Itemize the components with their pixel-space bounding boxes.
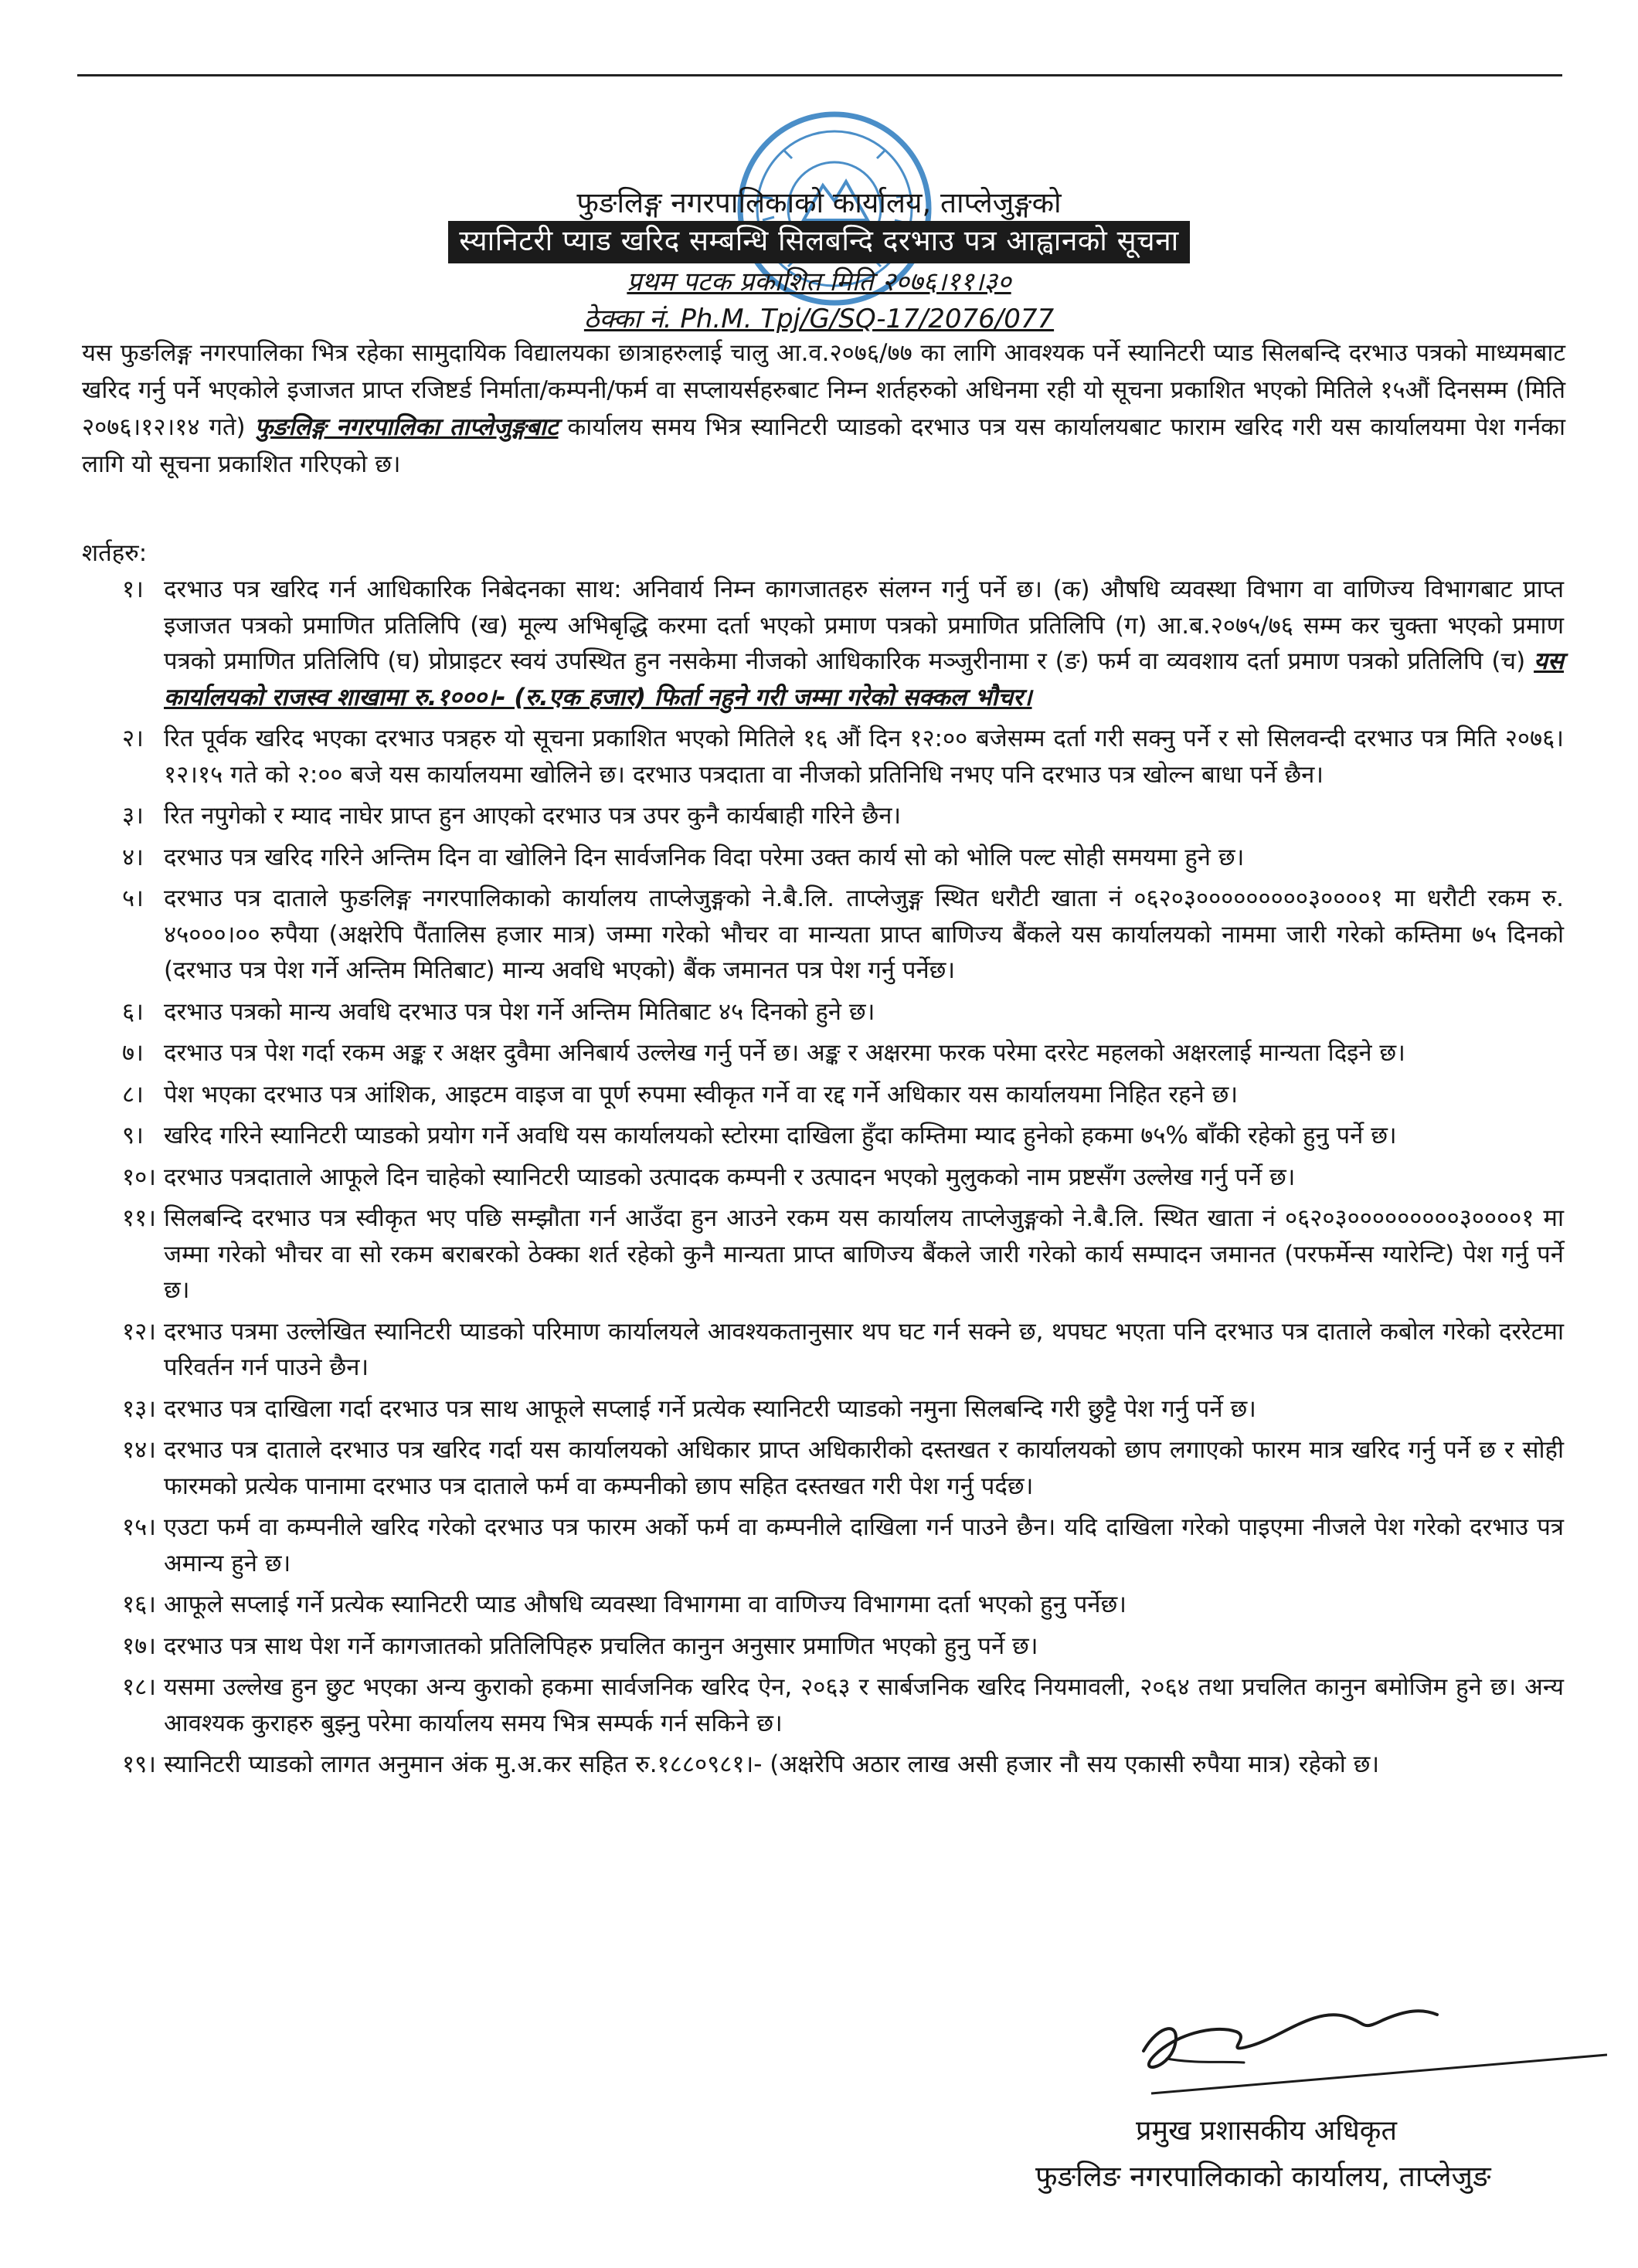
condition-text: दरभाउ पत्र दाताले दरभाउ पत्र खरिद गर्दा यस कार्यालयको अधिकार प्राप्त अधिकारीको दस्तखत र कार्यालयको छाप लगाएको फारम मात्र खरिद गर्नु पर्ने छ र सोही फारमको प्रत्येक पानामा दरभाउ पत्र दाताले फर्म वा कम्पनीको छाप सहित दस्तखत गरी पेश गर्नु पर्दछ। (164, 1436, 1564, 1500)
condition-text: दरभाउ पत्र पेश गर्दा रकम अङ्क र अक्षर दुवैमा अनिबार्य उल्लेख गर्नु पर्ने छ। अङ्क र अक्षरमा फरक परेमा दररेट महलको अक्षरलाई मान्यता दिइने छ। (164, 1039, 1405, 1067)
notice-title (0, 219, 1638, 259)
intro-text-2: कार्यालय समय भित्र स्यानिटरी प्याडको दरभाउ पत्र यस कार्यालयबाट फाराम खरिद गरी यस कार्यालयमा पेश गर्नका लागि यो सूचना प्रकाशित गरिएको छ। (82, 413, 1566, 478)
condition-number: २। (122, 725, 144, 752)
condition-number: १४। (122, 1436, 156, 1464)
condition-number: १७। (122, 1631, 156, 1660)
condition-number: ४। (122, 843, 144, 871)
condition-number: ७। (122, 1039, 144, 1067)
condition-item (77, 1509, 1564, 1581)
condition-item (77, 1628, 1564, 1665)
condition-item (77, 1159, 1564, 1196)
condition-item (77, 994, 1564, 1030)
condition-item (77, 1432, 1564, 1504)
condition-number: ११। (122, 1204, 156, 1232)
condition-number: १९। (122, 1750, 156, 1778)
condition-item (77, 721, 1564, 793)
condition-text: एउटा फर्म वा कम्पनीले खरिद गरेको दरभाउ पत्र फारम अर्को फर्म वा कम्पनीले दाखिला गर्न पाउने छैन। यदि दाखिला गरेको पाइएमा नीजले पेश गरेको दरभाउ पत्र अमान्य हुने छ। (164, 1513, 1564, 1577)
signatory-title: प्रमुख प्रशासकीय अधिकृत (1136, 2115, 1397, 2147)
intro-paragraph (82, 334, 1565, 483)
condition-item (77, 1314, 1564, 1386)
condition-text: दरभाउ पत्र दाताले फुङलिङ्ग नगरपालिकाको कार्यालय ताप्लेजुङ्गको ने.बै.लि. ताप्लेजुङ्ग स्थित धरौटी खाता नं ०६२०३०००००००००३००००१ मा धरौटी रकम रु. ४५०००।०० रुपैया (अक्षरेपि पैंतालिस हजार मात्र) जम्मा गरेको भौचर वा मान्यता प्राप्त बाणिज्य बैंकले यस कार्यालयको नाममा जारी गरेको कम्तिमा ७५ दिनको (दरभाउ पत्र पेश गर्ने अन्तिम मितिबाट) मान्य अवधि भएको) बैंक जमानत पत्र पेश गर्नु पर्नेछ। (164, 884, 1564, 984)
condition-number: ९। (122, 1122, 144, 1149)
condition-item (77, 1118, 1564, 1154)
condition-text: दरभाउ पत्र खरिद गरिने अन्तिम दिन वा खोलिने दिन सार्वजनिक विदा परेमा उक्त कार्य सो को भोलि पल्ट सोही समयमा हुने छ। (164, 843, 1245, 871)
condition-emphasis: यस कार्यालयको राजस्व शाखामा रु.१०००।- (रु.एक हजार) फिर्ता नहुने गरी जम्मा गरेको सक्कल भौचर। (164, 647, 1564, 711)
contract-number-text: ठेक्का नं. Ph.M. Tpj/G/SQ-17/2076/077 (583, 304, 1055, 334)
conditions-heading: शर्तहरु: (82, 539, 148, 567)
condition-item (77, 1587, 1564, 1623)
condition-text: दरभाउ पत्र साथ पेश गर्ने कागजातको प्रतिलिपिहरु प्रचलित कानुन अनुसार प्रमाणित भएको हुनु पर्ने छ। (164, 1631, 1038, 1660)
condition-text: सिलबन्दि दरभाउ पत्र स्वीकृत भए पछि सम्झौता गर्न आउँदा हुन आउने रकम यस कार्यालय ताप्लेजुङ्गको ने.बै.लि. स्थित खाता नं ०६२०३०००००००००३००००१ मा जम्मा गरेको भौचर वा सो रकम बराबरको ठेक्का शर्त रहेको कुनै मान्यता प्राप्त बाणिज्य बैंकले जारी गरेको कार्य सम्पादन जमानत (परफर्मेन्स ग्यारेन्टि) पेश गर्नु पर्ने छ। (164, 1204, 1564, 1304)
condition-text: रित नपुगेको र म्याद नाघेर प्राप्त हुन आएको दरभाउ पत्र उपर कुनै कार्यबाही गरिने छैन। (164, 802, 902, 830)
condition-number: ८। (122, 1080, 144, 1109)
signatory-office: फुङलिङ नगरपालिकाको कार्यालय, ताप्लेजुङ (1035, 2160, 1491, 2193)
condition-text: दरभाउ पत्रदाताले आफूले दिन चाहेको स्यानिटरी प्याडको उत्पादक कम्पनी र उत्पादन भएको मुलुकको नाम प्रष्टसँग उल्लेख गर्नु पर्ने छ। (164, 1163, 1296, 1191)
condition-item (77, 881, 1564, 989)
condition-number: १६। (122, 1591, 156, 1618)
condition-number: १८। (122, 1673, 156, 1701)
condition-text: रित पूर्वक खरिद भएका दरभाउ पत्रहरु यो सूचना प्रकाशित भएको मितिले १६ औं दिन १२:०० बजेसम्म दर्ता गरी सक्नु पर्ने र सो सिलवन्दी दरभाउ पत्र मिति २०७६।१२।१५ गते को २:०० बजे यस कार्यालयमा खोलिने छ। दरभाउ पत्रदाता वा नीजको प्रतिनिधि नभए पनि दरभाउ पत्र खोल्न बाधा पर्ने छैन। (164, 725, 1564, 789)
condition-number: १३। (122, 1394, 156, 1423)
condition-item (77, 798, 1564, 834)
condition-text: दरभाउ पत्रको मान्य अवधि दरभाउ पत्र पेश गर्ने अन्तिम मितिबाट ४५ दिनको हुने छ। (164, 997, 875, 1026)
contract-number-line (0, 300, 1638, 335)
condition-number: १। (122, 575, 144, 603)
condition-item (77, 1669, 1564, 1741)
condition-item (77, 1391, 1564, 1428)
condition-number: १०। (122, 1163, 156, 1191)
first-published-text: प्रथम पटक प्रकाशित मिति २०७६।११।३० (627, 267, 1011, 297)
notice-title-text: स्यानिटरी प्याड खरिद सम्बन्धि सिलबन्दि दरभाउ पत्र आह्वानको सूचना (448, 221, 1190, 263)
condition-item (77, 1200, 1564, 1309)
condition-number: ३। (122, 802, 144, 830)
condition-text: दरभाउ पत्रमा उल्लेखित स्यानिटरी प्याडको परिमाण कार्यालयले आवश्यकतानुसार थप घट गर्न सक्ने छ, थपघट भएता पनि दरभाउ पत्र दाताले कबोल गरेको दररेटमा परिवर्तन गर्न पाउने छैन। (164, 1317, 1564, 1381)
intro-text-1: यस फुङलिङ्ग नगरपालिका भित्र रहेका सामुदायिक विद्यालयका छात्राहरुलाई चालु आ.व.२०७६/७७ का लागि आवश्यक पर्ने स्यानिटरी प्याड सिलबन्दि दरभाउ पत्रको माध्यमबाट खरिद गर्नु पर्ने भएकोले इजाजत प्राप्त रजिष्टर्ड निर्माता/कम्पनी/फर्म वा सप्लायर्सहरुबाट निम्न शर्तहरुको अधिनमा रही यो सूचना प्रकाशित भएको मितिले १५औं दिनसम्म (मिति २०७६।१२।१४ गते) (82, 339, 1565, 441)
condition-text: दरभाउ पत्र खरिद गर्न आधिकारिक निबेदनका साथ: अनिवार्य निम्न कागजातहरु संलग्न गर्नु पर्ने छ। (क) औषधि व्यवस्था विभाग वा वाणिज्य विभागबाट प्राप्त इजाजत पत्रको प्रमाणित प्रतिलिपि (ख) मूल्य अभिबृद्धि करमा दर्ता भएको प्रमाण पत्रको प्रमाणित प्रतिलिपि (ग) आ.ब.२०७५/७६ सम्म कर चुक्ता भएको प्रमाण पत्रको प्रमाणित प्रतिलिपि (घ) प्रोप्राइटर स्वयं उपस्थित हुन नसकेमा नीजको आधिकारिक मञ्जुरीनामा र (ङ) फर्म वा व्यवशाय दर्ता प्रमाण पत्रको प्रतिलिपि (च) (164, 575, 1564, 675)
office-heading: फुङलिङ्ग नगरपालिकाको कार्यालय, ताप्लेजुङ्गको (576, 186, 1062, 219)
top-rule (77, 74, 1562, 76)
condition-number: १५। (122, 1513, 156, 1541)
signature-area (1020, 1978, 1607, 2109)
intro-emphasis: फुङलिङ्ग नगरपालिका ताप्लेजुङ्गबाट (254, 413, 559, 441)
condition-text: स्यानिटरी प्याडको लागत अनुमान अंक मु.अ.कर सहित रु.१८८०९८१।- (अक्षरेपि अठार लाख असी हजार नौ सय एकासी रुपैया मात्र) रहेको छ। (164, 1750, 1380, 1778)
condition-text: यसमा उल्लेख हुन छुट भएका अन्य कुराको हकमा सार्वजनिक खरिद ऐन, २०६३ र सार्बजनिक खरिद नियमावली, २०६४ तथा प्रचलित कानुन बमोजिम हुने छ। अन्य आवश्यक कुराहरु बुझ्नु परेमा कार्यालय समय भित्र सम्पर्क गर्न सकिने छ। (164, 1673, 1564, 1737)
condition-text: दरभाउ पत्र दाखिला गर्दा दरभाउ पत्र साथ आफूले सप्लाई गर्ने प्रत्येक स्यानिटरी प्याडको नमुना सिलबन्दि गरी छुट्टै पेश गर्नु पर्ने छ। (164, 1394, 1256, 1423)
condition-item (77, 840, 1564, 876)
condition-text: पेश भएका दरभाउ पत्र आंशिक, आइटम वाइज वा पूर्ण रुपमा स्वीकृत गर्ने वा रद्द गर्ने अधिकार यस कार्यालयमा निहित रहने छ। (164, 1080, 1239, 1109)
condition-item (77, 572, 1564, 715)
signature-icon (1020, 1978, 1607, 2109)
condition-item (77, 1035, 1564, 1071)
condition-number: ६। (122, 997, 144, 1026)
condition-number: ५। (122, 884, 144, 912)
condition-item (77, 1077, 1564, 1113)
condition-number: १२। (122, 1317, 156, 1346)
condition-text: आफूले सप्लाई गर्ने प्रत्येक स्यानिटरी प्याड औषधि व्यवस्था विभागमा वा वाणिज्य विभागमा दर्ता भएको हुनु पर्नेछ। (164, 1591, 1127, 1618)
conditions-list (77, 572, 1564, 1788)
condition-text: खरिद गरिने स्यानिटरी प्याडको प्रयोग गर्ने अवधि यस कार्यालयको स्टोरमा दाखिला हुँदा कम्तिमा म्याद हुनेको हकमा ७५% बाँकी रहेको हुनु पर्ने छ। (164, 1122, 1397, 1149)
first-published-line (0, 263, 1638, 298)
condition-item (77, 1747, 1564, 1783)
